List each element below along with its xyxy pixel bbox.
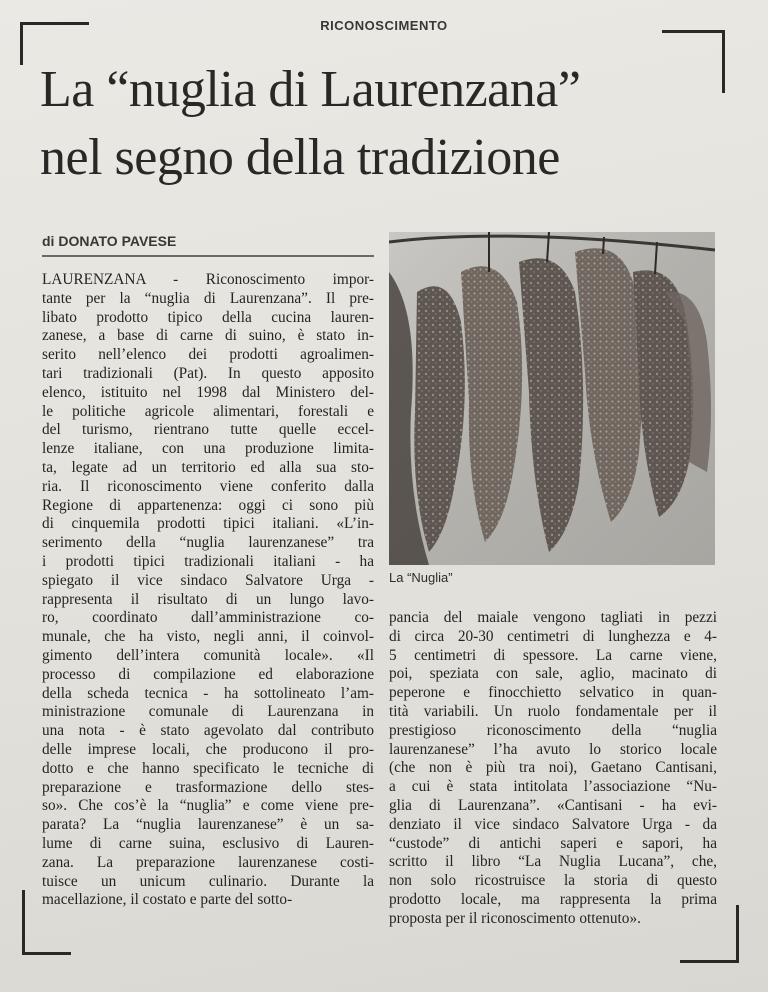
article-line: rappresenta il risultato di un lungo lavo- — [42, 590, 374, 608]
article-line: tità variabili. Un ruolo fondamentale per il — [389, 702, 717, 720]
headline-line-2: nel segno della tradizione — [40, 129, 560, 186]
article-line: dotto e che hanno specificato le tecniche di — [42, 759, 374, 777]
article-line: scritto il libro “La Nuglia Lucana”, che, — [389, 853, 717, 871]
article-line: so». Che cos’è la “nuglia” e come viene pre- — [42, 797, 374, 815]
article-line: processo di compilazione ed elaborazione — [42, 665, 374, 683]
article-line: tuisce un unicum culinario. Durante la — [42, 872, 374, 890]
article-line: lume di carne suina, esclusivo di Lauren- — [42, 834, 374, 852]
article-line: “custode” di antichi saperi e sapori, ha — [389, 834, 717, 852]
article-line: non solo ricostruisce la storia di questo — [389, 872, 717, 890]
article-column-left — [42, 271, 374, 910]
article-line: ta, legate ad un territorio ed alla sua sto- — [42, 458, 374, 476]
headline-line-1: La “nuglia di Laurenzana” — [40, 61, 581, 118]
article-photo — [389, 232, 715, 565]
article-line: serimento della “nuglia laurenzanese” tra — [42, 534, 374, 552]
article-line: serito nell’elenco dei prodotti agroalimen- — [42, 346, 374, 364]
article-line: tante per la “nuglia di Laurenzana”. Il pre- — [42, 289, 374, 307]
article-line: elenco, istituito nel 1998 dal Ministero del- — [42, 383, 374, 401]
article-line: parata? La “nuglia laurenzanese” è un sa- — [42, 816, 374, 834]
article-line: Regione di appartenenza: oggi ci sono più — [42, 496, 374, 514]
photo-caption: La “Nuglia” — [389, 570, 453, 585]
article-line: denziato il vice sindaco Salvatore Urga - da — [389, 815, 717, 833]
headline — [40, 56, 740, 192]
article-line: macellazione, il costato e parte del sotto- — [42, 891, 293, 909]
article-line: di cinquemila prodotti tipici italiani. «L’in- — [42, 515, 374, 533]
article-line: laurenzanese” l’ha avuto lo storico locale — [389, 740, 717, 758]
article-line: prestigioso riconoscimento della “nuglia — [389, 721, 717, 739]
article-line: libato prodotto tipico della cucina lauren- — [42, 308, 374, 326]
article-line: una nota - è stato agevolato dal contributo — [42, 722, 374, 740]
article-line: ministrazione comunale di Laurenzana in — [42, 703, 374, 721]
article-line: prodotto locale, ma rappresenta la prima — [389, 890, 717, 908]
hanging-sausages-image — [389, 232, 715, 565]
section-label: RICONOSCIMENTO — [320, 18, 448, 33]
article-line: (che non è più tra noi), Gaetano Cantisani, — [389, 759, 717, 777]
byline: di DONATO PAVESE — [42, 233, 374, 257]
article-line: della scheda tecnica - ha sottolineato l’am- — [42, 684, 374, 702]
article-line: preparazione e trasformazione dello stes- — [42, 778, 374, 796]
article-line: spiegato il vice sindaco Salvatore Urga - — [42, 571, 374, 589]
article-line: le politiche agricole alimentari, forestali e — [42, 402, 374, 420]
article-line: del turismo, rientrano tutte quelle eccel- — [42, 421, 374, 439]
article-line: 5 centimetri di spessore. La carne viene, — [389, 646, 717, 664]
article-line: glia di Laurenzana”. «Cantisani - ha evi- — [389, 796, 717, 814]
article-line: ria. Il riconoscimento viene conferito dalla — [42, 477, 374, 495]
article-line: zanese, a base di carne di suino, è stato in- — [42, 327, 374, 345]
article-line: di circa 20-30 centimetri di lunghezza e 4- — [389, 627, 717, 645]
article-line: lenze italiane, con una produzione limita- — [42, 440, 374, 458]
article-line: pancia del maiale vengono tagliati in pezzi — [389, 609, 717, 626]
article-column-right — [389, 609, 717, 929]
article-line: gimento dell’intera comunità locale». «Il — [42, 646, 374, 664]
article-line: tari tradizionali (Pat). In questo apposito — [42, 364, 374, 382]
article-line: ro, coordinato dall’amministrazione co- — [42, 609, 374, 627]
article-line: delle imprese locali, che producono il pro- — [42, 740, 374, 758]
article-line: a cui è stata intitolata l’associazione “Nu- — [389, 778, 717, 796]
article-line: peperone e finocchietto selvatico in quan- — [389, 684, 717, 702]
article-line: LAURENZANA - Riconoscimento impor- — [42, 271, 374, 288]
article-line: proposta per il riconoscimento ottenuto». — [389, 909, 641, 927]
article-line: poi, speziata con sale, aglio, macinato di — [389, 665, 717, 683]
article-line: i prodotti tipici tradizionali italiani - ha — [42, 552, 374, 570]
article-line: zana. La preparazione laurenzanese costi- — [42, 853, 374, 871]
article-line: munale, che ha visto, negli anni, il coinvol- — [42, 628, 374, 646]
